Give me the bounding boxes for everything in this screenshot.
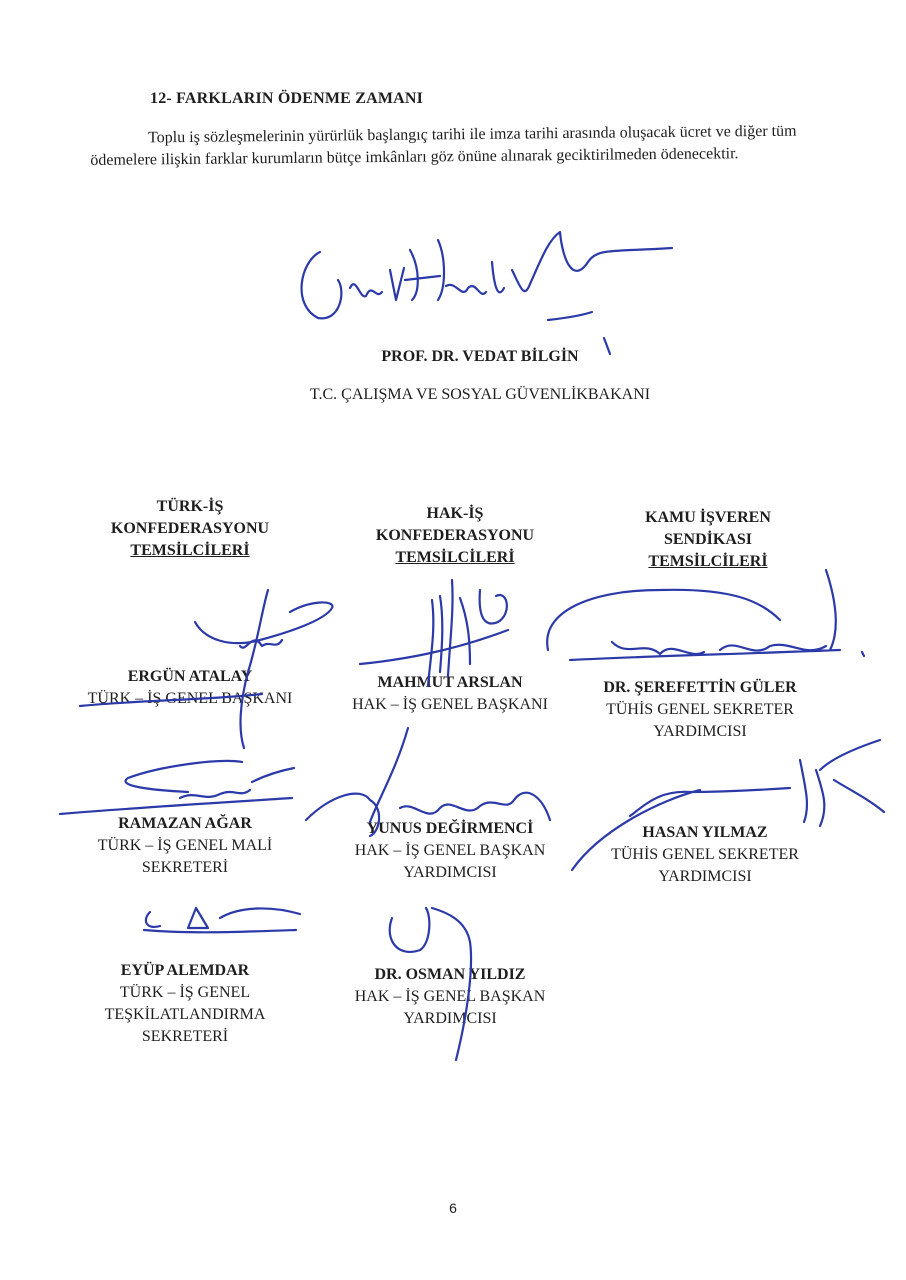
group-line: TÜRK-İŞ: [156, 498, 224, 515]
signatory-name: HASAN YILMAZ: [642, 824, 768, 841]
signatory-block: [70, 813, 300, 879]
signatory-title: SEKRETERİ: [141, 859, 229, 876]
signatory-block: [70, 960, 300, 1048]
signatory-title: SEKRETERİ: [141, 1028, 229, 1045]
signatory-name: ERGÜN ATALAY: [127, 668, 253, 685]
group-line: TEMSİLCİLERİ: [648, 553, 768, 570]
signatory-name: DR. ŞEREFETTİN GÜLER: [603, 679, 797, 696]
signatory-title: YARDIMCISI: [403, 864, 497, 881]
group-header-turkis: [80, 496, 300, 562]
signatory-title: YARDIMCISI: [658, 868, 752, 885]
signatory-block: [330, 964, 570, 1030]
page-number: 6: [449, 1200, 457, 1216]
group-line: SENDİKASI: [663, 531, 753, 548]
signatory-title: TÜHİS GENEL SEKRETER: [611, 846, 799, 863]
group-line: KONFEDERASYONU: [110, 520, 270, 537]
signature-turkis-2: [60, 761, 294, 814]
signatory-name: RAMAZAN AĞAR: [118, 815, 252, 832]
signatory-name: EYÜP ALEMDAR: [120, 962, 250, 979]
signatory-name: MAHMUT ARSLAN: [377, 674, 523, 691]
signatory-name: YUNUS DEĞİRMENCİ: [366, 820, 534, 837]
signatory-title: TÜHİS GENEL SEKRETER: [606, 701, 794, 718]
section-paragraph: [90, 120, 830, 172]
signatory-title: YARDIMCISI: [653, 723, 747, 740]
group-line: KAMU İŞVEREN: [645, 509, 771, 526]
signatory-title: TÜRK – İŞ GENEL: [119, 984, 251, 1001]
signature-minister: [302, 232, 672, 354]
signatory-block: [580, 822, 830, 888]
signature-turkis-3: [144, 908, 300, 932]
signatory-title: HAK – İŞ GENEL BAŞKAN: [354, 842, 546, 859]
group-line: TEMSİLCİLERİ: [130, 542, 250, 559]
signatory-name: DR. OSMAN YILDIZ: [374, 966, 526, 983]
signatory-title: HAK – İŞ GENEL BAŞKANI: [352, 696, 548, 713]
paragraph-text: Toplu iş sözleşmelerinin yürürlük başlangıç tarihi ile imza tarihi arasında oluşacak ücret ve diğer tüm ödemelere ilişkin farklar kurumların bütçe imkânları göz önüne alınarak geciktirilmeden ödenecektir.: [90, 122, 797, 169]
signatory-block: [55, 666, 325, 710]
signature-hakis-1: [360, 580, 508, 686]
signatory-title: TÜRK – İŞ GENEL MALİ: [97, 837, 273, 854]
group-line: HAK-İŞ: [426, 505, 484, 522]
minister-name: PROF. DR. VEDAT BİLGİN: [381, 348, 579, 365]
signatory-title: TÜRK – İŞ GENEL BAŞKANI: [87, 690, 293, 707]
signatory-block: [330, 672, 570, 716]
signatory-block: [330, 818, 570, 884]
signatory-title: TEŞKİLATLANDIRMA: [104, 1006, 266, 1023]
group-line: TEMSİLCİLERİ: [395, 549, 515, 566]
minister-title: T.C. ÇALIŞMA VE SOSYAL GÜVENLİKBAKANI: [309, 386, 651, 403]
group-line: KONFEDERASYONU: [375, 527, 535, 544]
group-header-kamu: [598, 507, 818, 573]
section-heading: 12- FARKLARIN ÖDENME ZAMANI: [150, 90, 424, 107]
signatory-title: YARDIMCISI: [403, 1010, 497, 1027]
signature-kamu-1: [547, 570, 864, 660]
group-header-hakis: [345, 503, 565, 569]
signatory-block: [565, 677, 835, 743]
signatory-title: HAK – İŞ GENEL BAŞKAN: [354, 988, 546, 1005]
